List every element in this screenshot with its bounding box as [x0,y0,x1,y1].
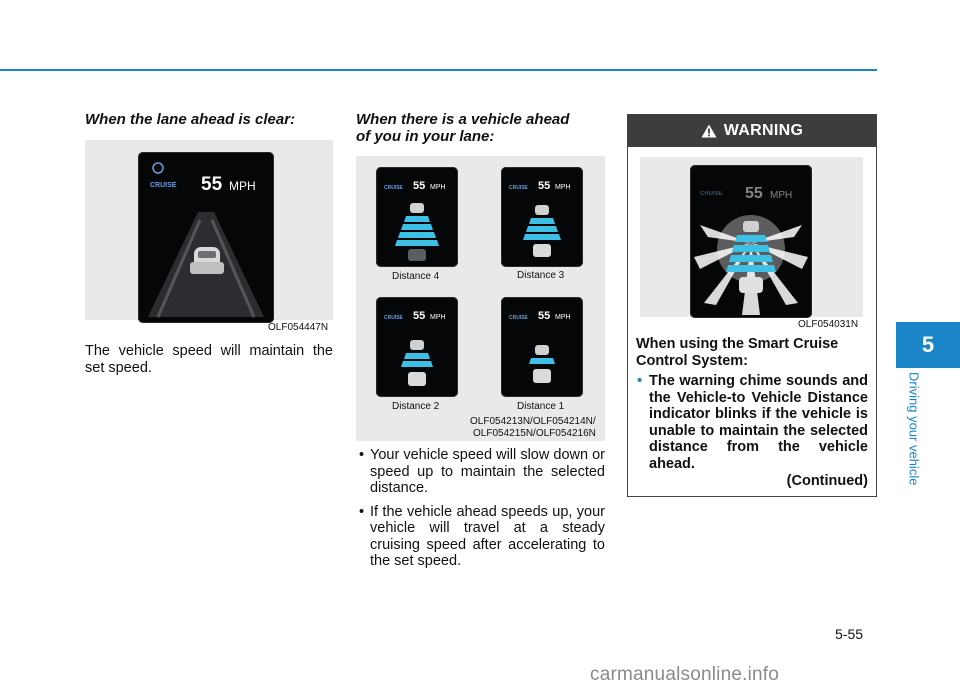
svg-text:55: 55 [413,310,426,322]
distance-1-display [501,297,583,397]
warning-cluster-image [640,157,863,317]
vehicle-ahead-heading-line1: When there is a vehicle ahead [356,111,570,128]
distance-4-label: Distance 4 [392,271,440,282]
svg-text:MPH: MPH [770,190,793,201]
distance-3-display [501,167,583,267]
image-codes-line1: OLF054213N/OLF054214N/ [470,416,596,427]
chapter-tab[interactable]: 5 [896,322,960,368]
svg-text:MPH: MPH [555,314,571,321]
svg-text:MPH: MPH [430,314,446,321]
lane-clear-text: The vehicle speed will maintain the set speed. [85,343,333,376]
page-number: 5-55 [835,626,864,642]
svg-text:CRUISE: CRUISE [509,315,528,321]
continued-label: (Continued) [786,473,868,489]
lane-clear-heading: When the lane ahead is clear: [85,111,296,128]
list-item: • If the vehicle ahead speeds up, your vehicle will travel at a steady cruising speed after accelerating to the set speed. [356,504,605,570]
svg-text:CRUISE: CRUISE [509,185,528,191]
watermark: carmanualsonline.info [590,664,780,685]
svg-text:CRUISE: CRUISE [700,191,723,197]
speed-unit: MPH [229,179,256,193]
distance-1-label: Distance 1 [517,401,565,412]
vehicle-ahead-list [356,447,605,577]
chapter-title: Driving your vehicle [906,372,922,486]
list-item: • Your vehicle speed will slow down or speed up to maintain the selected distance. [356,447,605,497]
distance-3-label: Distance 3 [517,270,565,281]
image-codes-line2: OLF054215N/OLF054216N [473,428,596,439]
warning-title: WARNING [723,122,804,139]
svg-text:55: 55 [745,185,763,202]
image-code: OLF054447N [268,322,329,333]
warning-triangle-icon [701,124,717,138]
distance-2-label: Distance 2 [392,401,440,412]
warning-intro: When using the Smart Cruise Control System: [636,336,839,369]
svg-text:MPH: MPH [430,184,446,191]
set-speed: 55 [201,174,223,195]
warning-bullet: • The warning chime sounds and the Vehicle-to Vehicle Distance indicator blinks if the vehicle is unable to maintain the selected distance from the vehicle ahead. [636,373,868,472]
distance-2-display [376,297,458,397]
cluster-image-clear [85,140,333,320]
header-rule [0,69,877,71]
distance-4-display [376,167,458,267]
svg-text:55: 55 [538,310,551,322]
vehicle-ahead-heading-line2: of you in your lane: [356,128,495,145]
cruise-label: CRUISE [150,182,177,189]
own-car-icon [190,247,224,274]
svg-text:55: 55 [538,180,551,192]
svg-text:55: 55 [413,180,426,192]
warning-box [627,114,877,497]
svg-text:MPH: MPH [555,184,571,191]
warning-image-code: OLF054031N [798,319,859,330]
svg-text:CRUISE: CRUISE [384,185,403,191]
svg-text:CRUISE: CRUISE [384,315,403,321]
warning-header [628,115,876,147]
